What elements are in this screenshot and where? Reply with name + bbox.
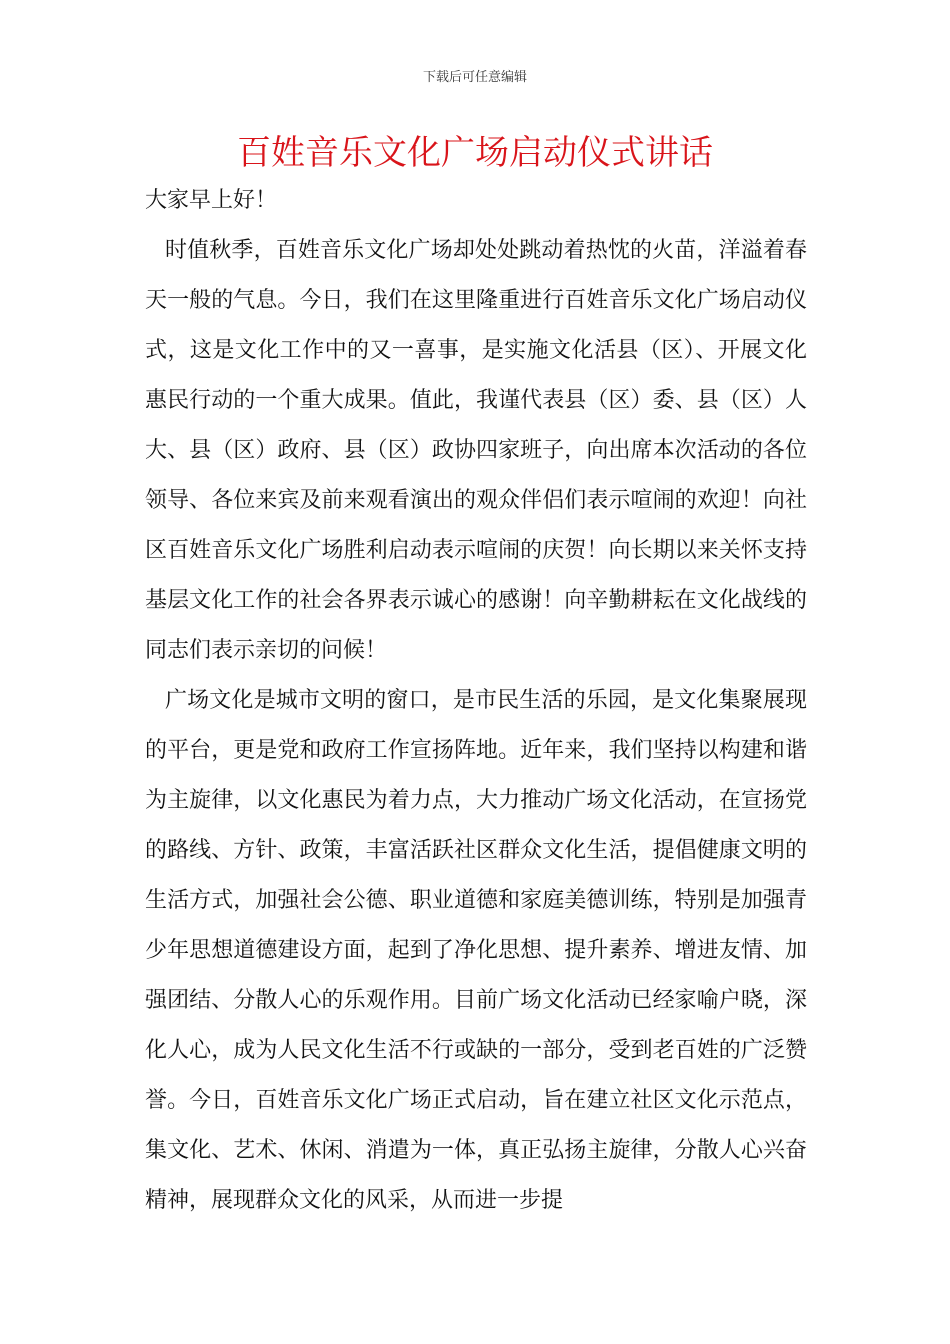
header-note: 下载后可任意编辑: [422, 70, 527, 85]
greeting: 大家早上好！: [145, 188, 278, 213]
paragraph-1: 时值秋季，百姓音乐文化广场却处处跳动着热忱的火苗，洋溢着春天一般的气息。今日，我们在这里隆重进行百姓音乐文化广场启动仪式，这是文化工作中的又一喜事，是实施文化活县（区）、开展文化惠民行动的一个重大成果。值此，我谨代表县（区）委、县（区）人大、县（区）政府、县（区）政协四家班子，向出席本次活动的各位领导、各位来宾及前来观看演出的观众伴侣们表示喧闹的欢迎！向社区百姓音乐文化广场胜利启动表示喧闹的庆贺！向长期以来关怀支持基层文化工作的社会各界表示诚心的感谢！向辛勤耕耘在文化战线的同志们表示亲切的问候！: [145, 238, 807, 663]
paragraph-2: 广场文化是城市文明的窗口，是市民生活的乐园，是文化集聚展现的平台，更是党和政府工作宣扬阵地。近年来，我们坚持以构建和谐为主旋律，以文化惠民为着力点，大力推动广场文化活动，在宣扬党的路线、方针、政策，丰富活跃社区群众文化生活，提倡健康文明的生活方式，加强社会公德、职业道德和家庭美德训练，特别是加强青少年思想道德建设方面，起到了净化思想、提升素养、增进友情、加强团结、分散人心的乐观作用。目前广场文化活动已经家喻户晓，深化人心，成为人民文化生活不行或缺的一部分，受到老百姓的广泛赞誉。今日，百姓音乐文化广场正式启动，旨在建立社区文化示范点，集文化、艺术、休闲、消遣为一体，真正弘扬主旋律，分散人心兴奋精神，展现群众文化的风采，从而进一步提: [145, 688, 807, 1213]
document-body: [145, 176, 807, 1226]
document-title: 百姓音乐文化广场启动仪式讲话: [237, 133, 713, 173]
